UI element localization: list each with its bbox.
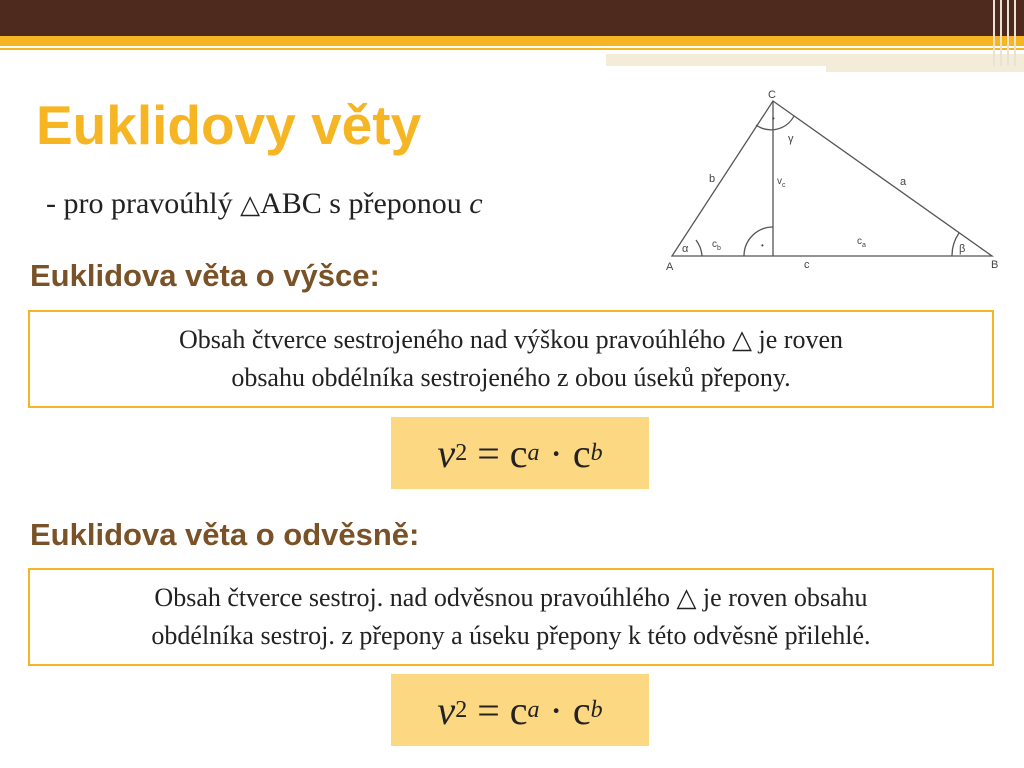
header-bar: [0, 0, 1024, 36]
gamma-label: γ: [788, 133, 794, 145]
section2-box: [28, 568, 994, 666]
header-stripe: [993, 0, 995, 66]
section1-heading: Euklidova věta o výšce:: [30, 258, 380, 293]
header-thin-line: [0, 48, 1024, 50]
side-c-label: c: [804, 259, 810, 271]
header-stripe: [1000, 0, 1002, 66]
section2-heading: Euklidova věta o odvěsně:: [30, 517, 420, 552]
angle-c-dot: •: [772, 114, 775, 123]
vertex-b-label: B: [991, 259, 999, 271]
right-angle-arc: [744, 227, 773, 256]
section1-box-line1: Obsah čtverce sestrojeného nad výškou pravoúhlého △ je roven: [178, 325, 843, 354]
ca-label: $c_a$: [857, 236, 866, 249]
section1-formula: v 2 = c a · c b: [391, 417, 649, 489]
subtitle-name: ABC s přeponou: [260, 187, 470, 220]
section1-box-line2: obsahu obdélníka sestrojeného z obou úseků přepony.: [231, 362, 791, 392]
slide-title: Euklidovy věty: [36, 94, 422, 156]
formula-dot: · c: [539, 687, 591, 733]
subtitle-prefix: - pro pravoúhlý: [46, 187, 241, 220]
formula-v: v: [437, 687, 456, 733]
right-angle-dot: •: [761, 241, 764, 250]
formula-dot: · c: [539, 430, 591, 476]
section2-box-line1: Obsah čtverce sestroj. nad odvěsnou pravoúhlého △ je roven obsahu: [154, 583, 868, 612]
triangle-outline: [672, 101, 992, 256]
formula-v: v: [437, 430, 456, 476]
angle-beta-arc: [952, 233, 959, 256]
vertex-a-label: A: [666, 261, 674, 273]
vertex-c-label: C: [768, 89, 776, 101]
header-gold-bar: [0, 36, 1024, 46]
header-deco-block: [606, 54, 1024, 66]
section2-box-line2: obdélníka sestroj. z přepony a úseku přepony k této odvěsně přilehlé.: [151, 620, 871, 650]
formula-eq: = c: [467, 430, 528, 476]
cb-label: $c_b$: [712, 239, 721, 252]
subtitle-hypotenuse: c: [469, 187, 483, 220]
formula-sub-b: b: [590, 440, 603, 466]
section1-box: [28, 310, 994, 408]
formula-sub-a: a: [527, 697, 540, 723]
header-stripe: [1014, 0, 1016, 66]
side-b-label: b: [709, 173, 716, 185]
slide-subtitle: [46, 187, 483, 221]
height-label: $v_c$: [777, 176, 786, 189]
formula-eq: = c: [467, 687, 528, 733]
triangle-symbol: △: [240, 190, 261, 219]
section2-formula: v 2 = c a · c b: [391, 674, 649, 746]
formula-sub-a: a: [527, 440, 540, 466]
triangle-diagram: [660, 84, 1010, 274]
header-deco-block-2: [826, 66, 1024, 72]
header-stripe: [1007, 0, 1009, 66]
side-a-label: a: [900, 176, 907, 188]
beta-label: β: [959, 243, 966, 255]
angle-alpha-arc: [696, 240, 702, 256]
formula-sub-b: b: [590, 697, 603, 723]
alpha-label: α: [682, 243, 689, 255]
